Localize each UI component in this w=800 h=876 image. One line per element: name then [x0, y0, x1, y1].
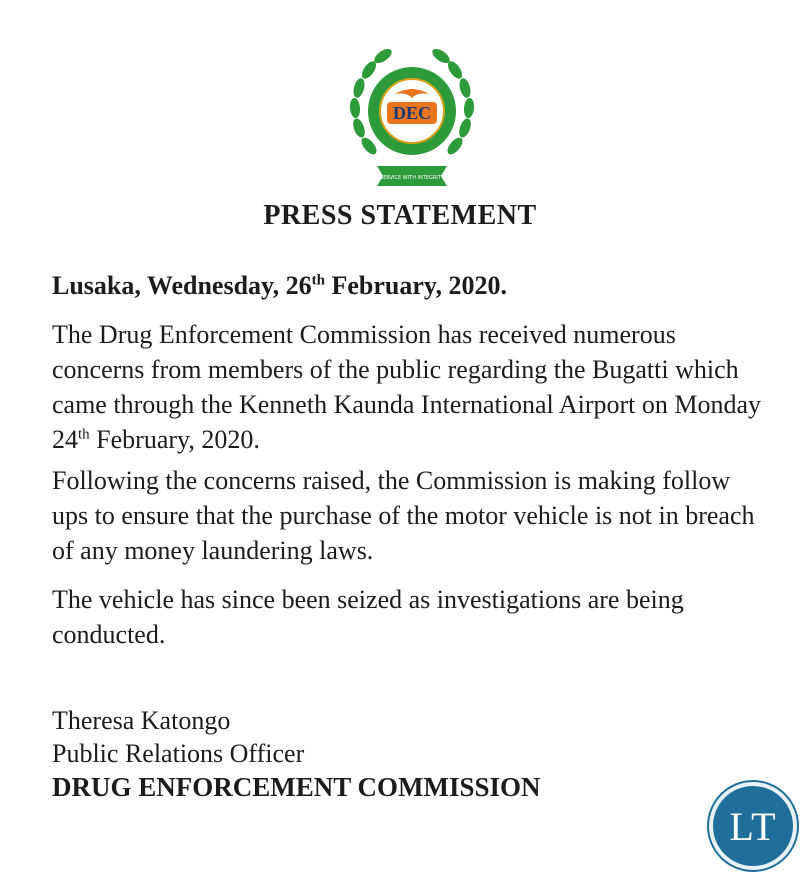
dec-emblem-icon	[337, 36, 487, 191]
signature-position: Public Relations Officer	[52, 739, 305, 768]
paragraph-3: The vehicle has since been seized as investigations are being conducted.	[52, 585, 684, 649]
signature-organization: DRUG ENFORCEMENT COMMISSION	[52, 772, 541, 802]
lt-watermark-badge	[709, 782, 797, 870]
page-title: PRESS STATEMENT	[263, 200, 537, 231]
paragraph-1-text-after: February, 2020.	[89, 425, 260, 454]
signature-name: Theresa Katongo	[52, 706, 231, 735]
paragraph-1-sup: th	[78, 426, 90, 443]
dec-logo	[337, 36, 487, 191]
dateline-prefix: Lusaka, Wednesday, 26	[52, 271, 312, 300]
paragraph-1-text-before: The Drug Enforcement Commission has received numerous concerns from members of the public regarding the Bugatti which came through the Kenneth Kaunda International Airport on Monday 24	[52, 320, 762, 454]
dateline-sup: th	[311, 272, 325, 289]
dateline-rest: February, 2020.	[324, 271, 507, 300]
ribbon-text: SERVICE WITH INTEGRITY	[380, 175, 444, 181]
paragraph-2: Following the concerns raised, the Commission is making follow ups to ensure that the purchase of the motor vehicle is not in breach of any money laundering laws.	[52, 466, 755, 565]
lt-watermark-text: LT	[729, 803, 777, 849]
dateline	[52, 271, 507, 301]
paragraph-1	[52, 317, 772, 457]
logo-dec-text: DEC	[392, 103, 432, 123]
